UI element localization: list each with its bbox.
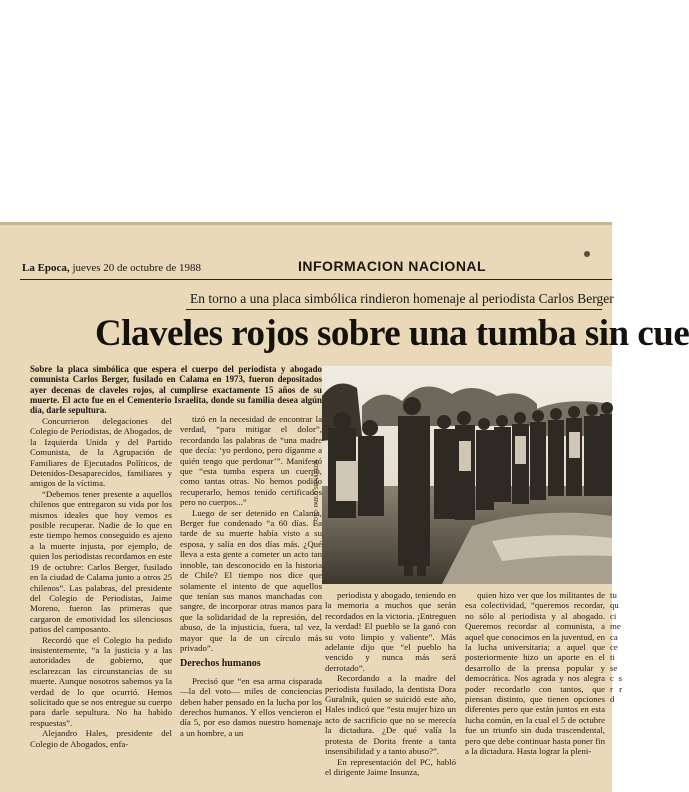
paragraph: tizó en la necesidad de encontrar la verdad, “para mitigar el dolor”, recordando las palabras de “una madre que decía: ‘yo perdono, pero díganme a quién tengo que perdonar’”. Manifestó que “esta tumba espera un cuerpo, como tantas otras. No hemos podido recuperarlo, hemos tenido certificados pero no cuerpos...” xyxy=(180,414,322,508)
kicker-rule xyxy=(186,309,602,310)
masthead xyxy=(22,262,201,274)
paragraph: quien hizo ver que los militantes de esa colectividad, “queremos recordar, no sólo al periodista y al abogado. Queremos recordar al comunista, a aquel que conocimos en la juventud, en la lucha universitaria; a aquel que posteriormente hizo un aporte en el desarrollo de la prensa popular y democrática. Nos agrada y nos alegra poder recordarlo con tantos, que piensan distinto, que tienen opciones diferentes pero que están juntos en esta lucha común, en la cual el 5 de octubre fue un triunfo sin duda trascendental, pero que debe continuar hasta poner fin a la dictadura. Hasta lograr la pleni- xyxy=(465,590,605,757)
article-column-3 xyxy=(325,590,456,786)
paragraph: Alejandro Hales, presidente del Colegio de Abogados, enfa- xyxy=(30,728,172,749)
paragraph: tu qu ci me ca ce ti se c s r r d xyxy=(610,590,622,705)
section-title: INFORMACION NACIONAL xyxy=(298,258,487,274)
paragraph: En representación del PC, habló el dirigente Jaime Insunza, xyxy=(325,756,456,777)
paragraph: Recordando a la madre del periodista fusilado, la dentista Dora Guralnik, quien se suicidó este año, Hales indicó que “esta mujer hizo un acto de sacrificio que no se merecía la dictadura. ¿De qué valía la protesta de Dorita frente a tanta insensibilidad y a tanto abuso?”. xyxy=(325,673,456,757)
issue-date: jueves 20 de octubre de 1988 xyxy=(69,262,202,274)
kicker: En torno a una placa simbólica rindieron homenaje al periodista Carlos Berger xyxy=(190,291,614,306)
paragraph: Concurrieron delegaciones del Colegio de Periodistas, de Abogados, de la Izquierda Unida y del Partido Comunista, de la Agrupación de Familiares de Ejecutados Políticos, de Detenidos-Desaparecidos, familiares y amigos de la víctima. xyxy=(30,416,172,489)
header-rule xyxy=(20,279,612,280)
ceremony-photo xyxy=(322,366,612,584)
paragraph: Luego de ser detenido en Calama, Berger fue condenado “a 60 días. La tarde de su muerte había visto a su esposa, y salía en dos días más. ¿Qué lleva a esta gente a cometer un acto tan innoble, tan desconocido en la historia de Chile? El tiempo nos dice que solamente el intento de que aquellos que tenían sus manos manchadas con sangre, de incorporar otras manos para que la solidaridad de la represión, del abuso, de la injusticia, fuera, tal vez, mayor que la de un círculo más privado”. xyxy=(180,507,322,653)
margin-mark xyxy=(584,251,590,257)
lead-paragraph: Sobre la placa simbólica que espera el cuerpo del periodista y abogado comunista Carlos Berger, fusilado en Calama en 1973, fueron depositados ayer decenas de claveles rojos, al cumplirse exactamente 15 años de su muerte. El acto fue en el Cementerio Israelita, donde su familia desea algún día, darle sepultura. xyxy=(30,364,322,416)
article-column-5-cut xyxy=(610,590,622,786)
paragraph: “Debemos tener presente a aquellos chilenos que entregaron su vida por los mismos ideales que hoy vemos es posible recuperar. Nadie de lo que en este tiempo hemos conseguido es ajeno a la muerte injusta, por ejemplo, de quien los periodistas recordamos en este 19 de octubre: Carlos Berger, fusilado en la ciudad de Calama junto a otros 25 chilenos”. Las palabras, del presidente del Colegio de Periodistas, Jaime Moreno, fueron las primeras que cargaron de emotividad los silenciosos patios del camposanto. xyxy=(30,488,172,635)
clipping-edge xyxy=(0,222,612,225)
paragraph: periodista y abogado, teniendo en la memoria a muchos que serán recordados en la victoria. ¡Entreguen la verdad! El pueblo se la ganó con su voto limpio y valiente”. Más adelante dijo que “el pueblo ha vencido y nunca más será derrotado”. xyxy=(325,590,456,673)
subheading: Derechos humanos xyxy=(180,658,261,670)
photo-credit: FOTO: PABLO SEPÚLVEDA xyxy=(314,460,320,524)
article-column-1 xyxy=(30,416,172,786)
article-column-2 xyxy=(180,414,322,786)
paragraph: Recordó que el Colegio ha pedido insistentemente, “a la justicia y a las autoridades de gobierno, que esclarezcan las circunstancias de su muerte. Aunque nosotros sabemos ya la verdad de lo que ocurrió. Hemos solicitado que se nos entregue su cuerpo para darle sepultura. No ha habido respuestas”. xyxy=(30,634,172,728)
paragraph: Precisó que “en esa arma cisparada —la del voto— miles de conciencias deben haber pensado en la lucha por los derechos humanos. Y ellos vencieron el día 5, por eso damos nuestro homenaje a un hombre, a un xyxy=(180,675,322,738)
article-column-4 xyxy=(465,590,605,786)
headline: Claveles rojos sobre una tumba sin cue xyxy=(95,313,689,354)
photo-image xyxy=(322,366,612,584)
newspaper-name: La Epoca, xyxy=(22,262,70,274)
